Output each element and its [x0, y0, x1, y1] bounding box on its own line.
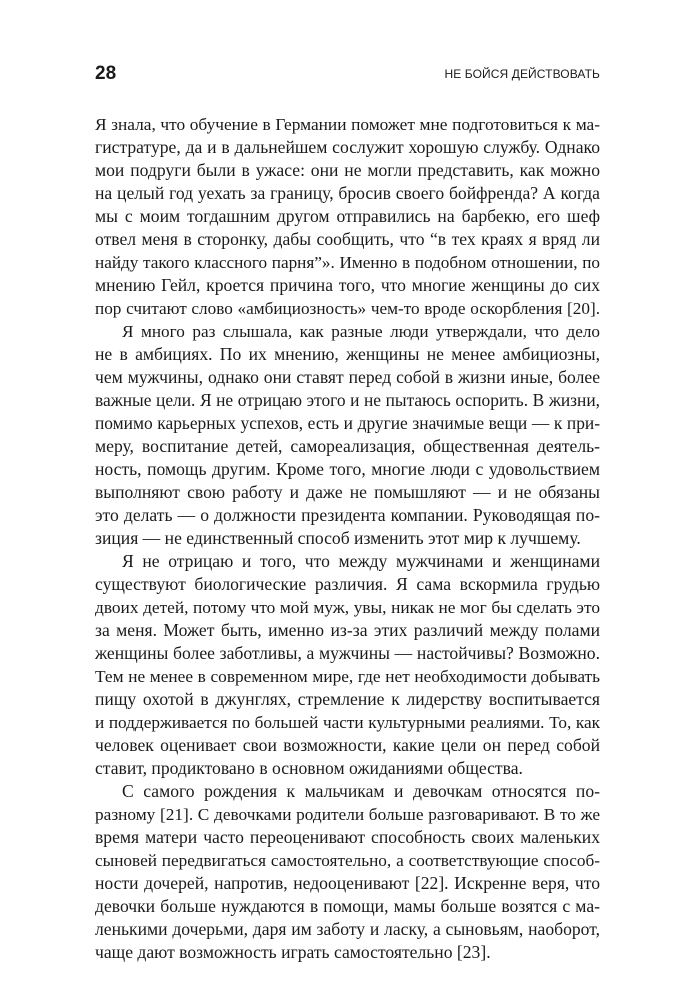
text-line: женщины более заботливы, а мужчины — настойчивы? Возможно.: [95, 643, 600, 663]
text-line: на целый год уехать за границу, бросив своего бойфренда? А когда: [95, 183, 600, 203]
page-header: [95, 62, 600, 88]
text-line: не в амбициях. По их мнению, женщины не менее амбициозны,: [95, 344, 600, 364]
paragraph-3: [95, 550, 600, 780]
text-line: существуют биологические различия. Я сама вскормила грудью: [95, 574, 600, 594]
text-line: двоих детей, потому что мой муж, увы, никак не мог бы сделать это: [95, 598, 600, 617]
text-line: пор считают слово «амбициозность» чем-то вроде оскорбления [20].: [95, 299, 600, 318]
paragraph-1: [95, 113, 600, 320]
text-line: время матери часто переоценивают способность своих маленьких: [95, 827, 600, 847]
text-line: за меня. Может быть, именно из-за этих различий между полами: [95, 620, 600, 640]
text-line: выполняют свою работу и даже не помышляют — и не обязаны: [95, 482, 600, 502]
page-number: 28: [95, 63, 117, 84]
text-line: это делать — о должности президента компании. Руководящая по-: [95, 505, 600, 525]
text-line: ности дочерей, напротив, недооценивают [22]. Искренне веря, что: [95, 873, 600, 893]
text-line: ленькими дочерьми, даря им заботу и ласку, а сыновьям, наоборот,: [95, 919, 600, 939]
text-line: помимо карьерных успехов, есть и другие значимые вещи — к при-: [95, 413, 600, 433]
text-line: С самого рождения к мальчикам и девочкам относятся по-: [122, 781, 600, 801]
text-line: сыновей передвигаться самостоятельно, а соответствующие способ-: [95, 851, 600, 870]
text-line: Тем не менее в современном мире, где нет необходимости добывать: [95, 667, 600, 686]
text-line: зиция — не единственный способ изменить этот мир к лучшему.: [95, 528, 581, 548]
text-line: мои подруги были в ужасе: они не могли представить, как можно: [95, 160, 600, 180]
paragraph-2: [95, 320, 600, 550]
page-body: [95, 113, 600, 964]
text-line: важные цели. Я не отрицаю этого и не пытаюсь оспорить. В жизни,: [95, 390, 600, 410]
text-line: разному [21]. С девочками родители больше разговаривают. В то же: [95, 805, 600, 824]
text-line: ставит, продиктовано в основном ожиданиями общества.: [95, 758, 523, 778]
text-line: меру, воспитание детей, самореализация, общественная деятель-: [95, 436, 600, 456]
text-line: гистратуре, да и в дальнейшем сослужит хорошую службу. Однако: [95, 137, 600, 157]
text-line: найду такого классного парня”». Именно в подобном отношении, по: [95, 253, 600, 272]
text-line: мы с моим тогдашним другом отправились на барбекю, его шеф: [95, 206, 600, 226]
text-line: и поддерживается по большей части культурными реалиями. То, как: [95, 713, 600, 732]
text-line: ность, помощь другим. Кроме того, многие люди с удовольствием: [95, 459, 600, 479]
text-line: Я знала, что обучение в Германии поможет мне подготовиться к ма-: [95, 115, 600, 134]
running-head: НЕ БОЙСЯ ДЕЙСТВОВАТЬ: [444, 67, 600, 81]
text-line: отвел меня в сторонку, дабы сообщить, что “в тех краях я вряд ли: [95, 229, 600, 249]
text-line: Я не отрицаю и того, что между мужчинами и женщинами: [122, 551, 600, 571]
text-line: Я много раз слышала, как разные люди утверждали, что дело: [122, 322, 600, 341]
text-line: мнению Гейл, кроется причина того, что многие женщины до сих: [95, 275, 600, 295]
paragraph-4: [95, 780, 600, 964]
text-line: девочки больше нуждаются в помощи, мамы больше возятся с ма-: [95, 896, 600, 916]
text-line: пищу охотой в джунглях, стремление к лидерству воспитывается: [95, 689, 600, 709]
text-line: чаще дают возможность играть самостоятельно [23].: [95, 942, 491, 962]
text-line: чем мужчины, однако они ставят перед собой в жизни иные, более: [95, 367, 600, 387]
text-line: человек оценивает свои возможности, какие цели он перед собой: [95, 735, 600, 755]
